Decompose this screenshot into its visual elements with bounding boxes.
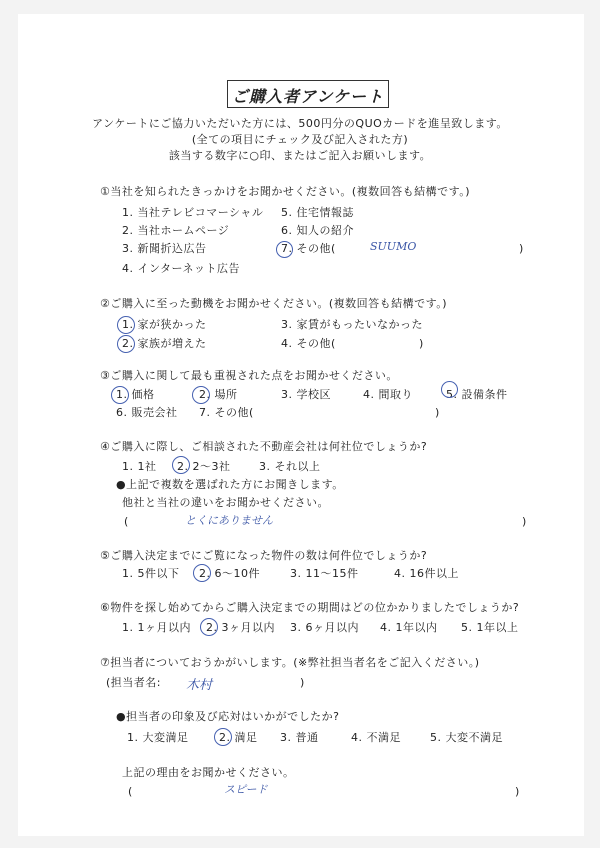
q4-sub-1: ●上記で複数を選ばれた方にお聞きします。 xyxy=(116,478,344,491)
q7-staff-label: (担当者名: xyxy=(106,676,161,689)
q4-answer[interactable]: とくにありません xyxy=(185,514,273,527)
q3-selection-circle-2 xyxy=(192,386,210,404)
q7-paren-close: ) xyxy=(515,785,520,798)
q7-question: ⑦担当者についておうかがいします。(※弊社担当者名をご記入ください。) xyxy=(100,656,480,669)
q1-option-3[interactable]: 3. 新聞折込広告 xyxy=(122,242,207,255)
q1-other-answer[interactable]: SUUMO xyxy=(370,240,417,253)
q1-selection-circle xyxy=(276,241,293,258)
q2-other-close: ) xyxy=(419,337,424,350)
q3-selection-circle-5 xyxy=(441,381,458,398)
q6-option-5[interactable]: 5. 1年以上 xyxy=(461,621,519,634)
q7-option-1[interactable]: 1. 大変満足 xyxy=(127,731,189,744)
q1-question: ①当社を知られたきっかけをお聞かせください。(複数回答も結構です。) xyxy=(100,185,471,198)
q2-option-2[interactable]: 2. 家族が増えた xyxy=(122,337,207,350)
q6-option-1[interactable]: 1. 1ヶ月以内 xyxy=(122,621,191,634)
q2-option-3[interactable]: 3. 家賃がもったいなかった xyxy=(281,318,423,331)
q5-selection-circle xyxy=(193,564,211,582)
q7-staff-answer[interactable]: 木村 xyxy=(186,678,213,693)
q1-option-7[interactable]: 7. その他( xyxy=(281,242,336,255)
title-box xyxy=(227,80,389,108)
page-title: ご購入者アンケート xyxy=(231,87,385,106)
q3-option-5[interactable]: 5. 設備条件 xyxy=(446,388,508,401)
q6-selection-circle xyxy=(200,618,218,636)
q3-selection-circle-1 xyxy=(111,386,129,404)
q3-option-2[interactable]: 2. 場所 xyxy=(199,388,238,401)
q3-option-6[interactable]: 6. 販売会社 xyxy=(116,406,178,419)
q4-paren-close: ) xyxy=(522,515,527,528)
q1-option-5[interactable]: 5. 住宅情報誌 xyxy=(281,206,354,219)
q5-option-2[interactable]: 2. 6〜10件 xyxy=(199,567,260,580)
q2-selection-circle-1 xyxy=(117,316,135,334)
q7-reason-answer[interactable]: スピード xyxy=(224,783,268,796)
q1-option-2[interactable]: 2. 当社ホームページ xyxy=(122,224,230,237)
q4-option-3[interactable]: 3. それ以上 xyxy=(259,460,321,473)
q7-sub: ●担当者の印象及び応対はいかがでしたか? xyxy=(116,710,340,723)
q3-other-close: ) xyxy=(435,406,440,419)
q7-option-5[interactable]: 5. 大変不満足 xyxy=(430,731,503,744)
q1-other-close: ) xyxy=(519,242,524,255)
q7-option-3[interactable]: 3. 普通 xyxy=(280,731,319,744)
q1-option-4[interactable]: 4. インターネット広告 xyxy=(122,262,241,275)
q3-option-7[interactable]: 7. その他( xyxy=(199,406,254,419)
q6-question: ⑥物件を探し始めてからご購入決定までの期間はどの位かかりましたでしょうか? xyxy=(100,601,520,614)
q3-option-1[interactable]: 1. 価格 xyxy=(116,388,155,401)
q4-option-1[interactable]: 1. 1社 xyxy=(122,460,157,473)
q3-option-4[interactable]: 4. 間取り xyxy=(363,388,413,401)
q2-option-1[interactable]: 1. 家が狭かった xyxy=(122,318,207,331)
q4-question: ④ご購入に際し、ご相談された不動産会社は何社位でしょうか? xyxy=(100,440,428,453)
q7-paren-open: ( xyxy=(128,785,133,798)
q6-option-4[interactable]: 4. 1年以内 xyxy=(380,621,438,634)
q7-option-4[interactable]: 4. 不満足 xyxy=(351,731,401,744)
q2-question: ②ご購入に至った動機をお聞かせください。(複数回答も結構です。) xyxy=(100,297,448,310)
q1-option-6[interactable]: 6. 知人の紹介 xyxy=(281,224,354,237)
intro-line-2: (全ての項目にチェック及び記入された方) xyxy=(191,133,409,146)
q5-option-4[interactable]: 4. 16件以上 xyxy=(394,567,459,580)
q2-selection-circle-2 xyxy=(117,335,135,353)
q6-option-2[interactable]: 2. 3ヶ月以内 xyxy=(206,621,275,634)
q3-option-3[interactable]: 3. 学校区 xyxy=(281,388,331,401)
q5-option-3[interactable]: 3. 11〜15件 xyxy=(290,567,359,580)
q6-option-3[interactable]: 3. 6ヶ月以内 xyxy=(290,621,359,634)
q4-option-2[interactable]: 2. 2〜3社 xyxy=(177,460,231,473)
q7-staff-close: ) xyxy=(300,676,305,689)
q2-option-4[interactable]: 4. その他( xyxy=(281,337,336,350)
q3-question: ③ご購入に関して最も重視された点をお聞かせください。 xyxy=(100,369,398,382)
q4-sub-2: 他社と当社の違いをお聞かせください。 xyxy=(122,496,329,509)
q5-question: ⑤ご購入決定までにご覧になった物件の数は何件位でしょうか? xyxy=(100,549,428,562)
q7-option-2[interactable]: 2. 満足 xyxy=(219,731,258,744)
q4-selection-circle xyxy=(172,456,190,474)
q1-option-1[interactable]: 1. 当社テレビコマーシャル xyxy=(122,206,264,219)
intro-line-3: 該当する数字に○印、またはご記入お願いします。 xyxy=(168,149,432,162)
q7-reason-label: 上記の理由をお聞かせください。 xyxy=(122,766,295,779)
q4-paren-open: ( xyxy=(124,515,129,528)
intro-line-1: アンケートにご協力いただいた方には、500円分のQUOカードを進呈致します。 xyxy=(92,117,508,130)
q5-option-1[interactable]: 1. 5件以下 xyxy=(122,567,180,580)
q7-selection-circle xyxy=(214,728,232,746)
